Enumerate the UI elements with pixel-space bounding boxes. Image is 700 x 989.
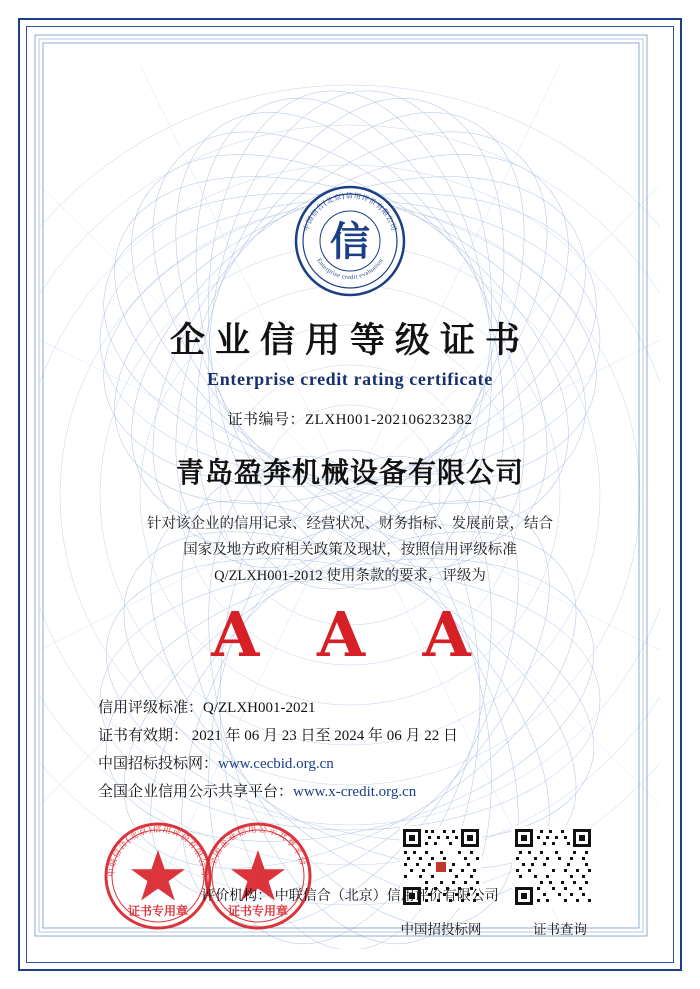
certificate-description	[50, 511, 650, 589]
bid-site-url[interactable]: www.cecbid.org.cn	[218, 756, 334, 773]
info-row-bid-site	[98, 750, 650, 778]
svg-text:证书专用章: 证书专用章	[127, 904, 189, 919]
credit-site-label: 全国企业信用公示共享平台：	[98, 784, 294, 801]
info-row-credit-site	[98, 778, 650, 806]
svg-text:全国企业信用公示共享平台: 全国企业信用公示共享平台	[207, 825, 309, 869]
organization-seal-logo	[294, 185, 406, 297]
description-line-1: 针对该企业的信用记录、经营状况、财务指标、发展前景，结合	[147, 516, 553, 532]
svg-text:Enterprise credit evaluation: Enterprise credit evaluation	[315, 257, 385, 282]
qr-caption-certificate-query: 证书查询	[533, 922, 587, 938]
credit-site-url[interactable]: www.x-credit.org.cn	[293, 784, 417, 801]
official-stamp-issuer	[102, 820, 214, 932]
certificate-title-en: Enterprise credit rating certificate	[207, 369, 493, 389]
info-row-validity: 证书有效期： 2021 年 06 月 23 日至 2024 年 06 月 22 日	[98, 728, 459, 745]
description-line-3: Q/ZLXH001-2012 使用条款的要求，评级为	[214, 568, 486, 584]
certificate-content	[50, 40, 650, 949]
certificate-title-cn: 企业信用等级证书	[169, 320, 530, 361]
certificate-number: 证书编号：ZLXH001-202106232382	[227, 412, 473, 428]
svg-text:中国信合(北京)信用评价有限公司: 中国信合(北京)信用评价有限公司	[301, 190, 399, 233]
svg-text:中联信合(北京)信用评价有限公司: 中联信合(北京)信用评价有限公司	[105, 824, 211, 878]
svg-text:证书专用章: 证书专用章	[227, 904, 289, 919]
official-stamp-platform	[202, 820, 314, 932]
rating-grade: A A A	[211, 598, 489, 671]
qr-caption-bid-site: 中国招投标网	[400, 922, 482, 938]
certificate-info-list	[50, 694, 650, 806]
description-line-2: 国家及地方政府相关政策及现状，按照信用评级标准	[183, 542, 517, 558]
bid-site-label: 中国招标投标网：	[98, 756, 219, 773]
company-name: 青岛盈奔机械设备有限公司	[175, 456, 524, 489]
svg-text:信: 信	[330, 218, 370, 265]
info-row-standard: 信用评级标准：Q/ZLXH001-2021	[98, 700, 316, 717]
issuer-line: 评价机构： 中联信合（北京）信用评价有限公司	[201, 889, 499, 904]
